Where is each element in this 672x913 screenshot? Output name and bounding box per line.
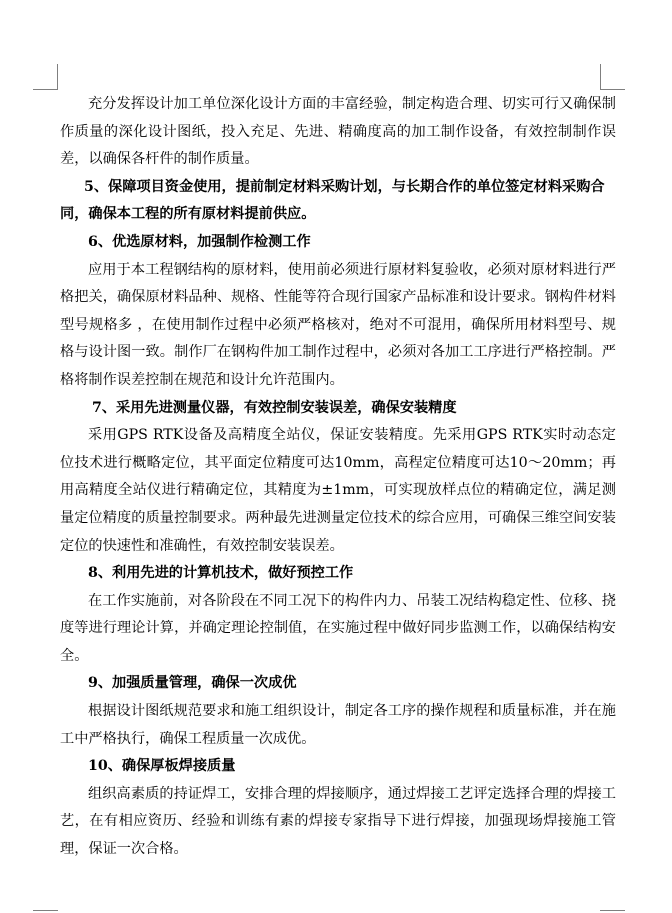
document-body	[60, 91, 616, 864]
heading-7-measurement: 7、采用先进测量仪器，有效控制安装误差，确保安装精度	[92, 399, 457, 416]
crop-mark-bottom-right	[600, 910, 625, 911]
heading-6-materials: 6、优选原材料，加强制作检测工作	[88, 233, 311, 250]
paragraph-materials: 应用于本工程钢结构的原材料，使用前必须进行原材料复验收，必须对原材料进行严格把关，确保原材料品种、规格、性能等符合现行国家产品标准和设计要求。钢构件材料型号规格多 ，在使用制作过程中必须严格核对，绝对不可混用，确保所用材料型号、规格与设计图一致。制作厂在钢构件加工制作过程中，必须对各加工工序进行严格控制。严格将制作误差控制在规范和设计允许范围内。	[60, 261, 616, 388]
heading-8-computing: 8、利用先进的计算机技术，做好预控工作	[88, 565, 354, 582]
crop-mark-bottom-left	[33, 910, 58, 911]
paragraph-quality: 根据设计图纸规范要求和施工组织设计，制定各工序的操作规程和质量标准，并在施工中严格执行，确保工程质量一次成优。	[60, 703, 616, 747]
heading-10-welding: 10、确保厚板焊接质量	[88, 758, 236, 775]
crop-mark-top-left-h	[33, 89, 58, 90]
crop-mark-top-left	[57, 64, 58, 90]
paragraph-intro: 充分发挥设计加工单位深化设计方面的丰富经验，制定构造合理、切实可行又确保制作质量的深化设计图纸，投入充足、先进、精确度高的加工制作设备，有效控制制作误差，以确保各杆件的制作质量。	[60, 96, 616, 168]
heading-9-quality: 9、加强质量管理，确保一次成优	[88, 675, 297, 692]
heading-5-funding: 5、保障项目资金使用，提前制定材料采购计划，与长期合作的单位签定材料采购合同，确保本工程的所有原材料提前供应。	[60, 178, 605, 223]
crop-mark-top-right	[600, 64, 601, 90]
paragraph-computing: 在工作实施前，对各阶段在不同工况下的构件内力、吊装工况结构稳定性、位移、挠度等进行理论计算，并确定理论控制值，在实施过程中做好同步监测工作，以确保结构安全。	[60, 592, 616, 664]
crop-mark-top-right-h	[600, 89, 625, 90]
paragraph-measurement: 采用GPS RTK设备及高精度全站仪，保证安装精度。先采用GPS RTK实时动态定位技术进行概略定位，其平面定位精度可达10mm，高程定位精度可达10～20mm；再用高精度全站仪进行精确定位，其精度为±1mm，可实现放样点位的精确定位，满足测量定位精度的质量控制要求。两种最先进测量定位技术的综合应用，可确保三维空间安装定位的快速性和准确性，有效控制安装误差。	[60, 427, 616, 554]
paragraph-welding: 组织高素质的持证焊工，安排合理的焊接顺序，通过焊接工艺评定选择合理的焊接工艺，在有相应资历、经验和训练有素的焊接专家指导下进行焊接，加强现场焊接施工管理，保证一次合格。	[60, 785, 616, 858]
